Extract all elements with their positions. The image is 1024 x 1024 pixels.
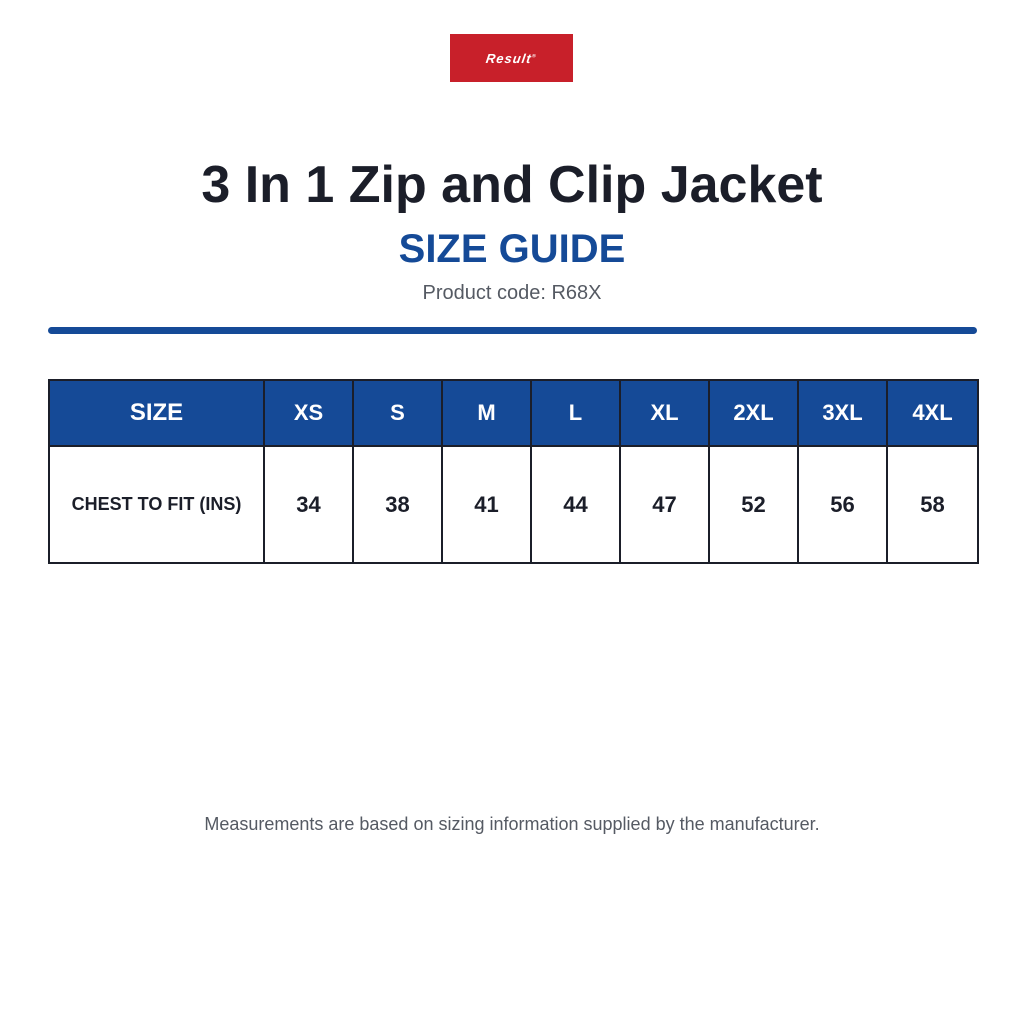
chest-value-cell: 44 xyxy=(531,446,620,563)
size-header-cell: 2XL xyxy=(709,380,798,446)
size-header-label: SIZE xyxy=(49,380,264,446)
size-header-cell: L xyxy=(531,380,620,446)
size-header-cell: XS xyxy=(264,380,353,446)
chest-value-cell: 52 xyxy=(709,446,798,563)
size-header-cell: M xyxy=(442,380,531,446)
page-title: 3 In 1 Zip and Clip Jacket xyxy=(201,156,823,214)
chest-value-cell: 47 xyxy=(620,446,709,563)
size-table xyxy=(48,379,979,564)
size-header-cell: S xyxy=(353,380,442,446)
chest-value-cell: 34 xyxy=(264,446,353,563)
size-header-cell: 3XL xyxy=(798,380,887,446)
table-row xyxy=(49,446,978,563)
chest-value-cell: 58 xyxy=(887,446,978,563)
chest-value-cell: 56 xyxy=(798,446,887,563)
size-header-cell: XL xyxy=(620,380,709,446)
divider xyxy=(48,327,977,334)
page-subtitle: SIZE GUIDE xyxy=(398,227,626,271)
chest-value-cell: 38 xyxy=(353,446,442,563)
brand-logo-text: Result® xyxy=(485,50,538,66)
chest-row-label: CHEST TO FIT (INS) xyxy=(49,446,264,563)
brand-logo xyxy=(450,34,573,82)
chest-value-cell: 41 xyxy=(442,446,531,563)
product-code: Product code: R68X xyxy=(422,282,602,304)
table-header-row xyxy=(49,380,978,446)
footnote: Measurements are based on sizing information supplied by the manufacturer. xyxy=(204,814,820,834)
size-header-cell: 4XL xyxy=(887,380,978,446)
